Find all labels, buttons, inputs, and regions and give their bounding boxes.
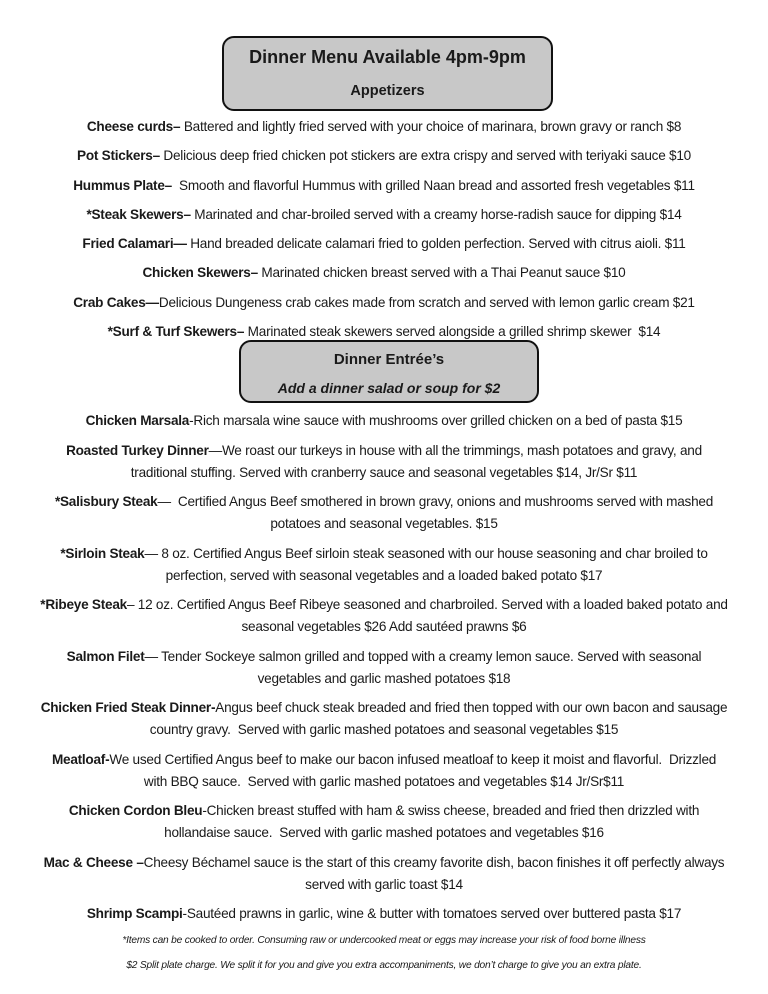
item-description: Angus beef chuck steak breaded and fried then topped with our own bacon and sausage country gravy. Served with garlic mashed potatoes and seasonal vegetables $15 — [149, 700, 731, 737]
item-description: Battered and lightly fried served with your choice of marinara, brown gravy or ranch $8 — [180, 119, 682, 134]
cooking-notice: *Items can be cooked to order. Consuming raw or undercooked meat or eggs may increase your risk of food borne illness — [122, 935, 646, 946]
item-description: — 8 oz. Certified Angus Beef sirloin steak seasoned with our house seasoning and char broiled to perfection, served with seasonal vegetables and a loaded baked potato $17 — [144, 545, 712, 583]
split-plate-notice: $2 Split plate charge. We split it for you and give you extra accompaniments, we don’t charge to give you an extra plate. — [126, 960, 642, 971]
item-name: Fried Calamari— — [82, 236, 187, 252]
item-name: *Surf & Turf Skewers– — [107, 324, 245, 340]
menu-item — [40, 903, 728, 925]
item-description: Marinated steak skewers served alongside a grilled shrimp skewer $14 — [244, 324, 661, 340]
item-description: Smooth and flavorful Hummus with grilled Naan bread and assorted fresh vegetables $11 — [171, 177, 695, 193]
item-description: — Certified Angus Beef smothered in brown gravy, onions and mushrooms served with mashed potatoes and seasonal vegetables. $15 — [157, 494, 717, 531]
item-description: We used Certified Angus beef to make our bacon infused meatloaf to keep it moist and flavorful. Drizzled with BBQ sauce. Served with garlic mashed potatoes and vegetables $14 Jr/Sr$11 — [109, 751, 720, 789]
menu-item — [40, 749, 728, 793]
menu-item — [0, 258, 768, 287]
item-description: Delicious Dungeness crab cakes made from scratch and served with lemon garlic cream $21 — [158, 294, 695, 310]
item-name: *Salisbury Steak — [54, 494, 158, 509]
menu-item — [40, 852, 728, 896]
menu-item — [0, 288, 768, 317]
menu-item — [40, 800, 728, 844]
appetizers-list — [0, 112, 768, 346]
menu-item — [40, 646, 728, 690]
menu-item — [0, 171, 768, 200]
menu-item — [40, 594, 732, 638]
item-name: Hummus Plate– — [73, 177, 172, 193]
menu-title-box — [222, 36, 553, 111]
menu-item — [40, 440, 728, 484]
item-name: Crab Cakes— — [73, 294, 159, 310]
item-name: Pot Stickers– — [77, 148, 160, 164]
menu-item — [0, 200, 768, 229]
menu-item — [40, 410, 728, 432]
entrees-header-box — [239, 340, 539, 403]
item-description: Marinated chicken breast served with a Thai Peanut sauce $10 — [257, 265, 626, 281]
item-name: Salmon Filet — [66, 648, 145, 664]
item-description: Hand breaded delicate calamari fried to golden perfection. Served with citrus aioli. $11 — [186, 236, 686, 252]
menu-item — [40, 543, 728, 587]
item-description: — Tender Sockeye salmon grilled and topped with a creamy lemon sauce. Served with seasonal vegetables and garlic mashed potatoes $18 — [144, 648, 705, 686]
menu-item — [40, 491, 728, 535]
item-description: -Sautéed prawns in garlic, wine & butter with tomatoes served over buttered pasta $17 — [182, 906, 682, 921]
item-name: Chicken Marsala — [85, 413, 190, 428]
menu-item — [0, 141, 768, 170]
item-description: —We roast our turkeys in house with all the trimmings, mash potatoes and gravy, and traditional stuffing. Served with cranberry sauce and seasonal vegetables $14, Jr/Sr $11 — [130, 442, 706, 480]
item-name: Mac & Cheese – — [43, 854, 144, 870]
item-description: Cheesy Béchamel sauce is the start of this creamy favorite dish, bacon finishes it off perfectly always served with garlic toast $14 — [143, 854, 728, 892]
item-name: *Sirloin Steak — [60, 545, 145, 561]
footnotes — [0, 928, 768, 978]
menu-title: Dinner Menu Available 4pm-9pm — [249, 47, 526, 67]
item-name: *Steak Skewers– — [86, 206, 191, 222]
menu-item — [0, 112, 768, 141]
item-name: *Ribeye Steak — [40, 597, 127, 612]
item-name: Chicken Skewers– — [142, 265, 258, 281]
entrees-subtitle: Add a dinner salad or soup for $2 — [277, 380, 501, 396]
item-name: Meatloaf- — [51, 751, 110, 767]
entrees-heading: Dinner Entrée’s — [333, 351, 445, 368]
item-name: Roasted Turkey Dinner — [66, 442, 209, 458]
item-name: Cheese curds– — [86, 119, 181, 134]
item-name: Chicken Fried Steak Dinner- — [40, 700, 216, 715]
item-description: -Rich marsala wine sauce with mushrooms over grilled chicken on a bed of pasta $15 — [189, 413, 683, 428]
menu-item — [0, 229, 768, 258]
appetizers-heading: Appetizers — [350, 83, 425, 99]
entrees-list — [40, 410, 732, 933]
item-description: Marinated and char-broiled served with a creamy horse-radish sauce for dipping $14 — [190, 206, 682, 222]
item-description: -Chicken breast stuffed with ham & swiss cheese, breaded and fried then drizzled with hollandaise sauce. Served with garlic mashed potatoes and vegetables $16 — [164, 803, 703, 840]
item-name: Shrimp Scampi — [86, 906, 183, 921]
menu-item — [40, 697, 731, 741]
item-name: Chicken Cordon Bleu — [68, 803, 203, 818]
item-description: – 12 oz. Certified Angus Beef Ribeye seasoned and charbroiled. Served with a loaded baked potato and seasonal vegetables $26 Add sautéed prawns $6 — [126, 597, 732, 634]
item-description: Delicious deep fried chicken pot stickers are extra crispy and served with teriyaki sauce $10 — [159, 148, 691, 164]
